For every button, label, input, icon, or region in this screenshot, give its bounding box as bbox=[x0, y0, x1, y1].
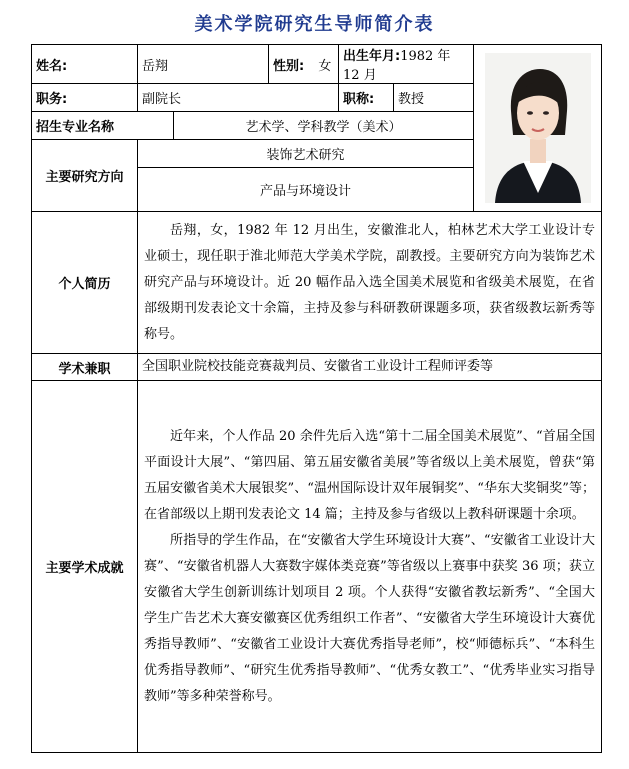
name-label: 姓名: bbox=[32, 45, 138, 84]
achievements-paragraph-1: 近年来，个人作品 20 余件先后入选“第十二届全国美术展览”、“首届全国平面设计大展”、“第四届、第五届安徽省美展”等省级以上美术展览，曾获“第五届安徽省美术大展银奖”、“温州国际设计双年展铜奖”、“华东大奖铜奖”等；在省部级以上期刊发表论文 14 篇；主持及参与省级以上教科研课题十余项。 bbox=[144, 428, 596, 522]
profile-table bbox=[31, 44, 602, 753]
name-value: 岳翔 bbox=[138, 45, 269, 84]
title-label: 职称: bbox=[339, 84, 394, 112]
major-value: 艺术学、学科教学（美术） bbox=[174, 112, 474, 140]
gender-value: 女 bbox=[318, 58, 332, 74]
bio-label: 个人简历 bbox=[32, 212, 138, 354]
photo-cell bbox=[474, 45, 602, 212]
academic-roles-value: 全国职业院校技能竞赛裁判员、安徽省工业设计工程师评委等 bbox=[138, 354, 602, 381]
research-item: 产品与环境设计 bbox=[138, 168, 474, 212]
bio-cell bbox=[138, 212, 602, 354]
gender-label: 性别: bbox=[273, 58, 305, 74]
page-title: 美术学院研究生导师简介表 bbox=[194, 14, 435, 35]
achievements-paragraph-2: 所指导的学生作品，在“安徽省大学生环境设计大赛”、“安徽省工业设计大赛”、“安徽省机器人大赛数字媒体类竞赛”等省级以上赛事中获奖 36 项；获立安徽省大学生创新训练计划项目 2 项。个人获得“安徽省教坛新秀”、“全国大学生广告艺术大赛安徽赛区优秀组织工作者”、“安徽省大学生环境设计大赛优秀指导教师”、“安徽省工业设计大赛优秀指导老师”，校“师德标兵”、“本科生优秀指导教师”、“研究生优秀指导教师”、“优秀女教工”、“优秀毕业实习指导教师”等多种荣誉称号。 bbox=[144, 532, 596, 704]
position-value: 副院长 bbox=[138, 84, 339, 112]
birth-cell bbox=[339, 45, 474, 84]
major-label: 招生专业名称 bbox=[32, 112, 174, 140]
position-label: 职务: bbox=[32, 84, 138, 112]
research-item: 装饰艺术研究 bbox=[138, 140, 474, 168]
bio-text: 岳翔，女，1982 年 12 月出生，安徽淮北人，柏林艺术大学工业设计专业硕士，现任职于淮北师范大学美术学院，副教授。主要研究方向为装饰艺术研究产品与环境设计。近 20 幅作品入选全国美术展览和省级美术展览，在省部级期刊发表论文十余篇，主持及参与科研教研课题多项，获省级教坛新秀等称号。 bbox=[144, 222, 596, 342]
portrait-photo bbox=[485, 53, 591, 203]
gender-cell bbox=[269, 45, 339, 84]
birth-value: 1982 年 12 月 bbox=[343, 49, 451, 83]
title-value: 教授 bbox=[394, 84, 474, 112]
achievements-cell bbox=[138, 381, 602, 753]
birth-label: 出生年月: bbox=[343, 49, 401, 64]
academic-roles-label: 学术兼职 bbox=[32, 354, 138, 381]
achievements-label: 主要学术成就 bbox=[32, 381, 138, 753]
research-label: 主要研究方向 bbox=[32, 140, 138, 212]
